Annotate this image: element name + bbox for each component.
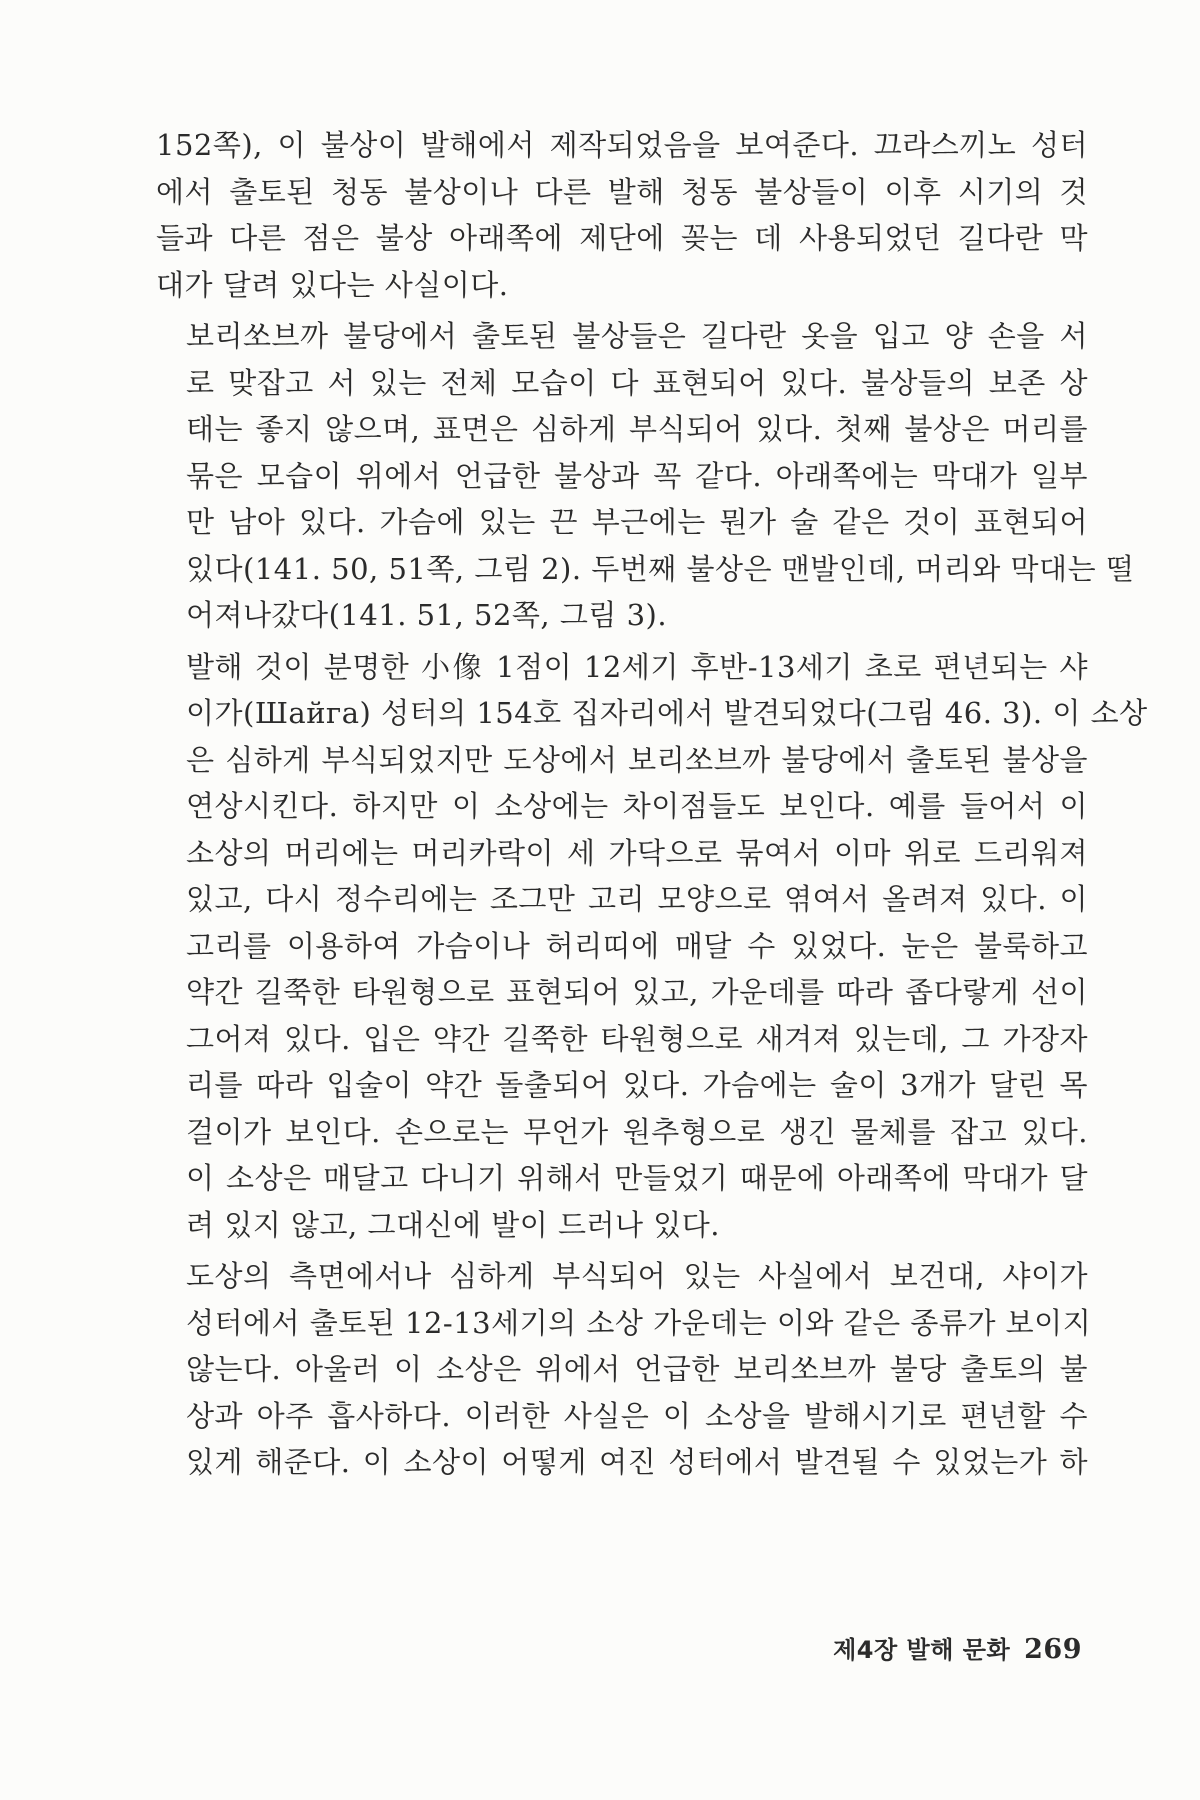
text-line: 이가(Шайга) 성터의 154호 집자리에서 발견되었다(그림 46. 3). 이 소상 xyxy=(186,696,1148,730)
text-line: 고리를 이용하여 가슴이나 허리띠에 매달 수 있었다. 눈은 불룩하고 xyxy=(186,928,1088,963)
text-line: 태는 좋지 않으며, 표면은 심하게 부식되어 있다. 첫째 불상은 머리를 xyxy=(186,412,1088,446)
text-line: 대가 달려 있다는 사실이다. xyxy=(156,267,509,302)
text-line: 어져나갔다(141. 51, 52쪽, 그림 3). xyxy=(186,598,668,632)
text-line: 도상의 측면에서나 심하게 부식되어 있는 사실에서 보건대, 샤이가 xyxy=(186,1259,1088,1293)
text-line: 않는다. 아울러 이 소상은 위에서 언급한 보리쏘브까 불당 출토의 불 xyxy=(186,1352,1088,1386)
text-line: 152쪽), 이 불상이 발해에서 제작되었음을 보여준다. 끄라스끼노 성터 xyxy=(156,128,1088,162)
paragraph-4 xyxy=(156,1253,1092,1486)
text-line: 들과 다른 점은 불상 아래쪽에 제단에 꽂는 데 사용되었던 길다란 막 xyxy=(156,221,1088,255)
text-line: 이 소상은 매달고 다니기 위해서 만들었기 때문에 아래쪽에 막대가 달 xyxy=(186,1161,1088,1195)
text-line: 있다(141. 50, 51쪽, 그림 2). 두번째 불상은 맨발인데, 머리와 막대는 떨 xyxy=(186,551,1135,586)
paragraph-1 xyxy=(156,122,1088,308)
paragraph-3 xyxy=(156,644,1148,1249)
text-line: 로 맞잡고 서 있는 전체 모습이 다 표현되어 있다. 불상들의 보존 상 xyxy=(186,365,1088,400)
running-footer xyxy=(833,1630,1082,1665)
text-line: 그어져 있다. 입은 약간 길쭉한 타원형으로 새겨져 있는데, 그 가장자 xyxy=(186,1021,1088,1056)
text-line: 연상시킨다. 하지만 이 소상에는 차이점들도 보인다. 예를 들어서 이 xyxy=(186,789,1088,823)
paragraph-2 xyxy=(156,313,1135,639)
body-text xyxy=(156,122,1148,1491)
text-line: 발해 것이 분명한 小像 1점이 12세기 후반-13세기 초로 편년되는 샤 xyxy=(186,649,1088,684)
text-line: 은 심하게 부식되었지만 도상에서 보리쏘브까 불당에서 출토된 불상을 xyxy=(186,742,1088,777)
text-line: 묶은 모습이 위에서 언급한 불상과 꼭 같다. 아래쪽에는 막대가 일부 xyxy=(186,458,1088,493)
text-line: 상과 아주 흡사하다. 이러한 사실은 이 소상을 발해시기로 편년할 수 xyxy=(186,1398,1088,1433)
chapter-title: 제4장 발해 문화 xyxy=(833,1636,1011,1664)
text-line: 리를 따라 입술이 약간 돌출되어 있다. 가슴에는 술이 3개가 달린 목 xyxy=(186,1068,1088,1102)
text-line: 성터에서 출토된 12-13세기의 소상 가운데는 이와 같은 종류가 보이지 xyxy=(186,1305,1092,1340)
text-line: 있고, 다시 정수리에는 조그만 고리 모양으로 엮여서 올려져 있다. 이 xyxy=(186,882,1088,916)
text-line: 만 남아 있다. 가슴에 있는 끈 부근에는 뭔가 술 같은 것이 표현되어 xyxy=(186,505,1088,539)
text-line: 걸이가 보인다. 손으로는 무언가 원추형으로 생긴 물체를 잡고 있다. xyxy=(186,1114,1088,1149)
text-line: 보리쏘브까 불당에서 출토된 불상들은 길다란 옷을 입고 양 손을 서 xyxy=(186,319,1088,353)
text-line: 있게 해준다. 이 소상이 어떻게 여진 성터에서 발견될 수 있었는가 하 xyxy=(186,1445,1088,1479)
text-line: 에서 출토된 청동 불상이나 다른 발해 청동 불상들이 이후 시기의 것 xyxy=(156,174,1088,209)
page-number: 269 xyxy=(1024,1634,1082,1665)
text-line: 려 있지 않고, 그대신에 발이 드러나 있다. xyxy=(186,1207,720,1242)
text-line: 소상의 머리에는 머리카락이 세 가닥으로 묶여서 이마 위로 드리워져 xyxy=(186,835,1088,870)
text-line: 약간 길쭉한 타원형으로 표현되어 있고, 가운데를 따라 좁다랗게 선이 xyxy=(186,975,1088,1009)
